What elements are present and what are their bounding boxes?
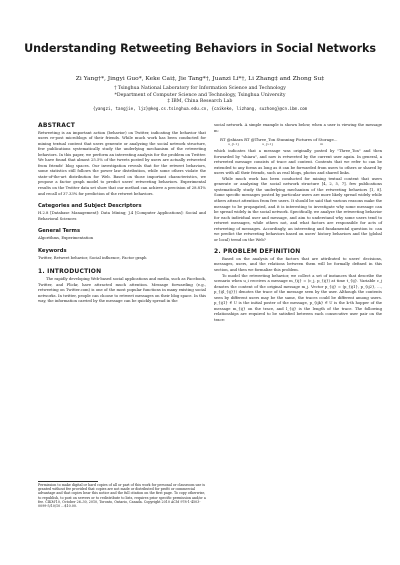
problem-definition-heading: 2. PROBLEM DEFINITION	[214, 248, 301, 256]
retweet-example-labels	[228, 142, 368, 148]
intro-heading: 1. INTRODUCTION	[38, 268, 102, 276]
retweet-example-text: RT @shiara RT @Three_Ton Stunning Pictures of Storage...	[220, 137, 338, 143]
categories-text: H.2.8 [Database Management]: Data Mining; J.4 [Computer Applications]: Social and Behavioral Sciences	[38, 211, 206, 221]
abstract-heading: ABSTRACT	[38, 122, 75, 129]
right-column	[214, 123, 382, 324]
right-para-3: While much work has been conducted for mining textual content that users generate or analyzing the social network structure [4, 2, 5, 7], few publications systematically study the underlying mechanism of the retweeting behaviors [1, 8]. Some specific messages posted by particular users are more likely spread widely while others attract attention from few users. It should be said that various reasons make the message to be propagated, and it is interesting to investigate why some message can be spread widely in the social network. Specifically, we analyze the retweeting behavior for each individual user and message, and aim to understand why some users tend to retweet messages, while others not, and what factors are responsible for acts of retweeting of messages. Accordingly, an interesting and fundamental question is: can we predict the retweeting behaviors based on users' history behaviors and the (global or local) trend on the Web?	[214, 176, 382, 242]
right-para-4: Based on the analysis of the factors that are attributed to users' decisions, messages, users, and the relations between them will be formally defined in this section, and then we formalize this problem.	[214, 256, 382, 273]
copyright-footnote: Permission to make digital or hard copies of all or part of this work for personal or classroom use is granted without fee provided that copies are not made or distributed for profit or commercial advantage and that copies bear this notice and the full citation on the first page. To copy otherwise, to republish, to post on servers or to redistribute to lists, requires prior specific permission and/or a fee. CIKM'10, October 26–30, 2010, Toronto, Ontario, Canada. Copyright 2010 ACM 978-1-4503-0099-5/10/10 ...$10.00.	[38, 483, 206, 509]
retweet-example	[220, 137, 382, 148]
label-u-i-1-a: u_{i-1}	[228, 142, 240, 147]
left-column	[38, 123, 206, 305]
paper-title: Understanding Retweeting Behaviors in Social Networks	[24, 42, 376, 55]
affiliation-2: *Department of Computer Science and Technology, Tsinghua University	[114, 92, 286, 98]
general-terms-heading: General Terms	[38, 228, 81, 235]
intro-text: The rapidly developing Web-based social applications and media, such as Facebook, Twitter, and Flickr, have attracted much attention. Message forwarding (e.g., retweeting on Twitter.com) is one of the most popular functions in many existing social networks. In twitter, people can choose to retweet messages on their blog space. In this way, the information carried by the message can be quickly spread in the	[38, 276, 206, 304]
label-m: m	[320, 142, 324, 147]
abstract-text: Retweeting is an important action (behavior) on Twitter, indicating the behavior that users re-post microblogs of their friends. While much work has been conducted for mining textual content that users generate or analyzing the social network structure, few publications systematically study the underlying mechanism of the retweeting behaviors. In this paper, we perform an interesting analysis for the problem on Twitter. We have found that almost 25.5% of the tweets posted by users are actually retweeted from friends' blog spaces. Our investigation reveals that for the retweet behaviors, some statistics still follows the power law distribution, while some others violate the state-of-the-art distribution for Web. Based on those important characteristics, we propose a factor graph model to predict users' retweeting behaviors. Experimental results on the Twitter data set show that our method can achieve a precision of 28.81% and recall of 37.33% for prediction of the retweet behaviors.	[38, 130, 206, 196]
categories-heading: Categories and Subject Descriptors	[38, 203, 142, 210]
footnote-rule	[38, 481, 98, 482]
right-para-5: To model the retweeting behavior, we collect a set of instances that describe the scenario when u_i receives a message m_{ij} = (c_j, p_{ij}) at time t_{ij}. Variable c_j denotes the content of the original message m_j. Vector p_{ij} = (p_{ij1}, p_{ij2}, ..., p_{ijl_{ij}}) denotes the trace of the message seen by the user. Although the contents seen by different users may be the same, the traces could be different among users. p_{ij1} ∈ U is the initial poster of the message, p_{ijk} ∈ U is the k-th hopper of the message m_{ij} on the trace, and l_{ij} is the length of the trace. The following relationships are required to be satisfied between each consecutive user pair on the trace:	[214, 273, 382, 322]
general-terms-text: Algorithms, Experimentation	[38, 236, 94, 241]
affiliation-1: † Tsinghua National Laboratory for Information Science and Technology	[114, 86, 286, 91]
right-para-2: which indicates that a message was originally posted by "Three_Ton" and then forwarded by "shiara", and now is retweeted by the current user again. In general, a retweeted message consists of trace and content. Contents that we refer to can be extended to any forms as long as it can be forwarded from users to others or shared by users with all their friends, such as real blogs, photos and shared links.	[214, 149, 382, 176]
right-para-1: social network. A simple example is shown below, when a user is viewing the message m:	[214, 123, 382, 133]
author-list: Zi Yang†*, Jingyi Guo*, Keke Cai‡, Jie Tang*†, Juanzi Li*†, Li Zhang‡ and Zhong Su‡	[75, 76, 325, 82]
label-u-i-1-b: u_{i-1}	[262, 142, 274, 147]
affiliation-3: ‡ IBM, China Research Lab	[167, 99, 233, 104]
keywords-text: Twitter, Retweet behavior, Social influence, Factor graph	[38, 255, 147, 260]
keywords-heading: Keywords	[38, 247, 67, 254]
author-emails: {yangzi, tangjie, ljz}@keg.cs.tsinghua.edu.cn, {caikeke, lizhang, suzhong}@cn.ibm.com	[92, 105, 308, 111]
